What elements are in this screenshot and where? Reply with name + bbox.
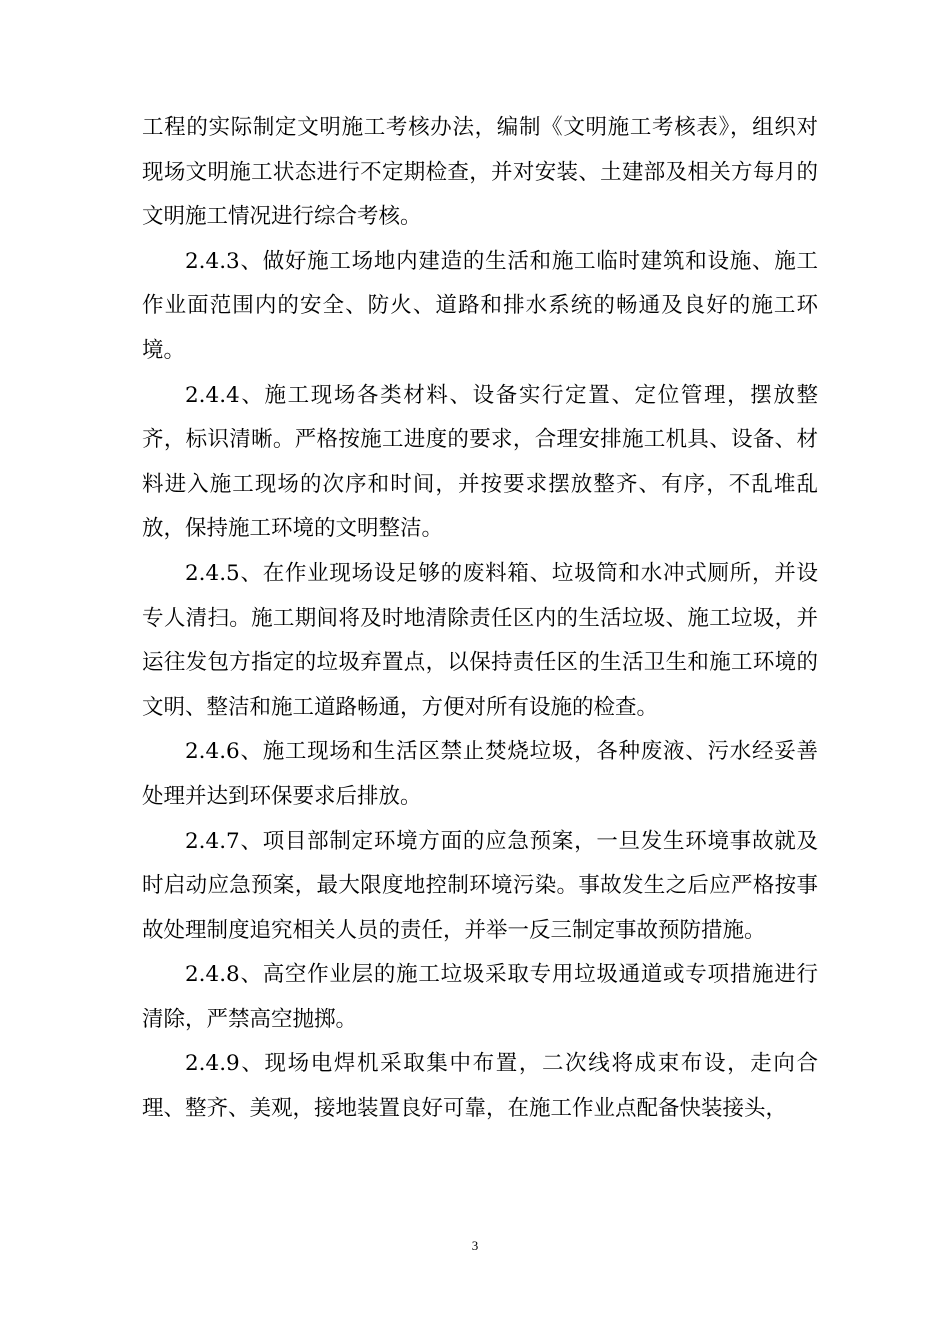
paragraph-2-4-5: 2.4.5、在作业现场设足够的废料箱、垃圾筒和水冲式厕所，并设专人清扫。施工期间将及时地清除责任区内的生活垃圾、施工垃圾，并运往发包方指定的垃圾弃置点，以保持责任区的生活卫生和施工环境的文明、整洁和施工道路畅通，方便对所有设施的检查。 (142, 560, 818, 720)
page-number: 3 (471, 1238, 479, 1253)
paragraph-2-4-3: 2.4.3、做好施工场地内建造的生活和施工临时建筑和设施、施工作业面范围内的安全、防火、道路和排水系统的畅通及良好的施工环境。 (142, 248, 818, 363)
paragraph-2-4-7: 2.4.7、项目部制定环境方面的应急预案，一旦发生环境事故就及时启动应急预案，最大限度地控制环境污染。事故发生之后应严格按事故处理制度追究相关人员的责任，并举一反三制定事故预防措施。 (142, 828, 818, 943)
paragraph-continuation: 工程的实际制定文明施工考核办法，编制《文明施工考核表》，组织对现场文明施工状态进行不定期检查，并对安装、土建部及相关方每月的文明施工情况进行综合考核。 (142, 115, 818, 230)
paragraph-2-4-4: 2.4.4、施工现场各类材料、设备实行定置、定位管理，摆放整齐，标识清晰。严格按施工进度的要求，合理安排施工机具、设备、材料进入施工现场的次序和时间，并按要求摆放整齐、有序，不乱堆乱放，保持施工环境的文明整洁。 (142, 382, 818, 542)
paragraph-2-4-6: 2.4.6、施工现场和生活区禁止焚烧垃圾，各种废液、污水经妥善处理并达到环保要求后排放。 (142, 739, 818, 809)
paragraph-2-4-9: 2.4.9、现场电焊机采取集中布置，二次线将成束布设，走向合理、整齐、美观，接地装置良好可靠，在施工作业点配备快装接头， (142, 1051, 818, 1122)
document-body (142, 106, 818, 1132)
paragraph-2-4-8: 2.4.8、高空作业层的施工垃圾采取专用垃圾通道或专项措施进行清除，严禁高空抛掷。 (142, 962, 818, 1032)
